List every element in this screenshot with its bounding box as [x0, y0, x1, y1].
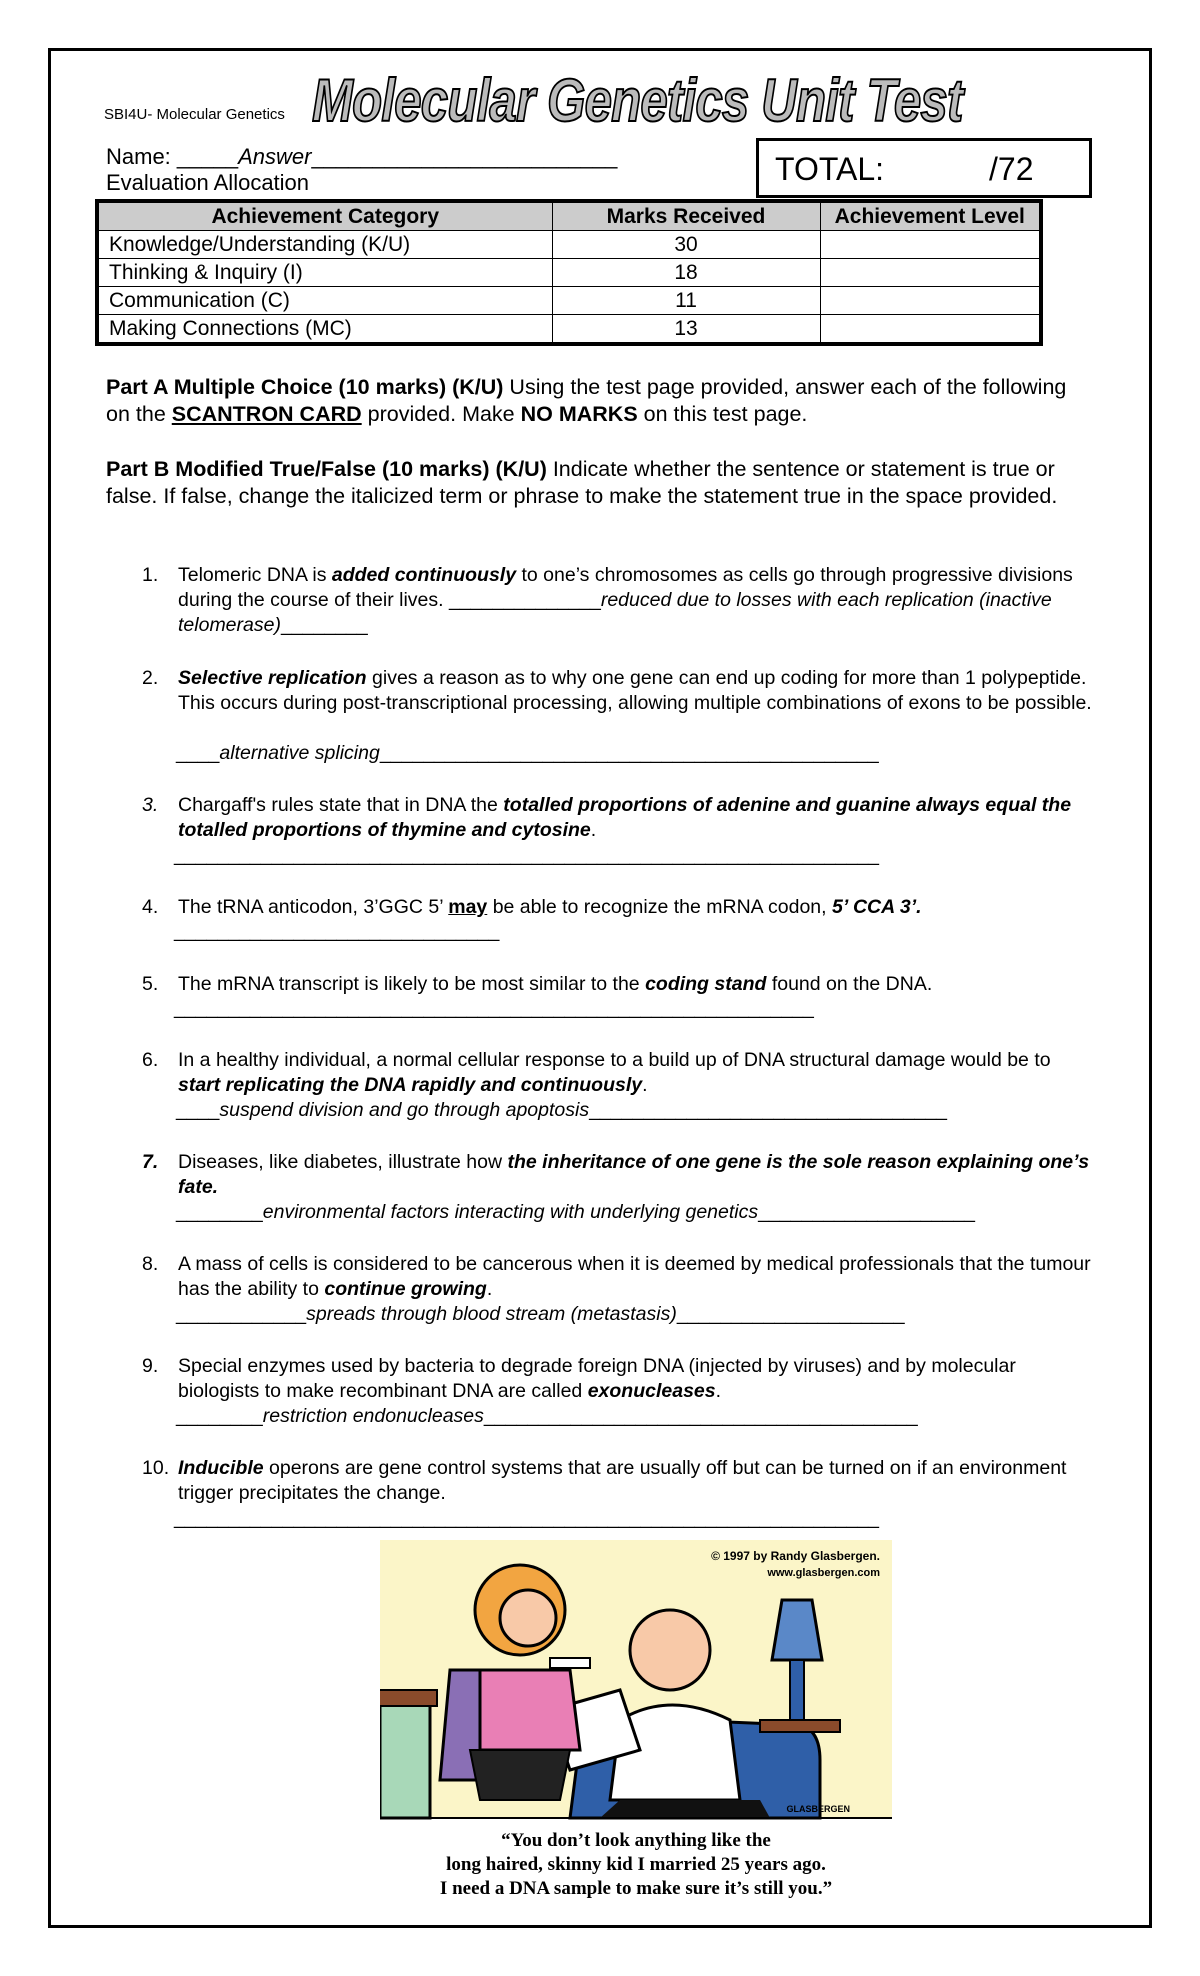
name-value: Answer	[238, 144, 312, 169]
part-a-instructions	[106, 374, 1096, 428]
marks-cell: 13	[552, 315, 820, 345]
answer-blank[interactable]: ____________	[176, 1303, 307, 1325]
name-blank-prefix: _____	[176, 144, 239, 169]
question-text: Telomeric DNA is	[178, 564, 332, 586]
name-label: Name:	[106, 144, 171, 169]
answer-blank[interactable]: ____	[176, 742, 220, 764]
evaluation-table	[95, 199, 1043, 346]
answer-blank[interactable]: ____	[176, 1099, 220, 1121]
part-a-text: provided. Make	[361, 402, 521, 426]
question-text: gives a reason as to why one gene can end up coding for more than 1 polypeptide. This occurs during post-transcriptional processing, allowing multiple combinations of exons to be possible.	[178, 667, 1092, 714]
answer-blank[interactable]: ____________________	[758, 1201, 976, 1223]
cartoon-caption-line-1: “You don’t look anything like the	[501, 1830, 771, 1851]
italic-term: totalled proportions of adenine and guanine always equal the totalled proportions of thymine and cytosine	[178, 794, 1072, 841]
italic-term: Selective replication	[178, 667, 367, 689]
marks-cell: 30	[552, 231, 820, 259]
italic-term: exonucleases	[587, 1380, 716, 1402]
italic-term: coding stand	[645, 973, 767, 995]
table-row	[97, 231, 1041, 259]
italic-term: start replicating the DNA rapidly and continuously	[178, 1074, 643, 1096]
course-code: SBI4U- Molecular Genetics	[104, 106, 285, 123]
question-text: .	[486, 1278, 493, 1300]
side-table	[760, 1720, 840, 1732]
cartoon	[380, 1540, 892, 1924]
answer-blank[interactable]: ________	[176, 1201, 263, 1223]
cartoon-url: www.glasbergen.com	[767, 1567, 880, 1579]
man-head	[630, 1610, 710, 1690]
answer-blank[interactable]: ______________________________	[174, 920, 500, 942]
total-box	[756, 138, 1092, 198]
question-number: 10.	[142, 1457, 170, 1479]
no-marks-text: NO MARKS	[520, 402, 638, 426]
answer-blank[interactable]: _________________________________________________________________	[174, 1507, 879, 1529]
answer-blank[interactable]: _____________________	[676, 1303, 905, 1325]
cartoon-illustration	[380, 1540, 892, 1924]
answer-blank[interactable]: ________________________________________	[483, 1405, 918, 1427]
question-text: found on the DNA.	[766, 973, 933, 995]
answer-blank[interactable]: _________________________________	[589, 1099, 947, 1121]
header-category: Achievement Category	[97, 201, 552, 231]
name-line	[106, 144, 617, 170]
tv-icon	[380, 1700, 430, 1818]
scantron-card-text: SCANTRON CARD	[171, 402, 362, 426]
question-text: .	[642, 1074, 648, 1096]
part-a-text: on this test page.	[637, 402, 808, 426]
answer-text: spreads through blood stream (metastasis)	[306, 1303, 677, 1325]
question-text: The mRNA transcript is likely to be most similar to the	[178, 973, 646, 995]
man-pants	[600, 1800, 770, 1818]
header-level: Achievement Level	[820, 201, 1041, 231]
marks-cell: 11	[552, 287, 820, 315]
part-b-instructions	[106, 456, 1096, 510]
question-number: 1.	[142, 564, 159, 586]
tv-top	[380, 1690, 437, 1706]
swab-icon	[550, 1658, 590, 1668]
underlined-term: may	[448, 896, 488, 918]
answer-text: reduced due to losses with each replication (inactive telomerase)	[178, 589, 1052, 636]
category-cell: Thinking & Inquiry (I)	[97, 259, 552, 287]
total-label: TOTAL:	[775, 151, 885, 187]
question-number: 9.	[142, 1355, 159, 1377]
category-cell: Knowledge/Understanding (K/U)	[97, 231, 552, 259]
cartoon-signature: GLASBERGEN	[786, 1804, 850, 1814]
part-a-heading: Part A Multiple Choice (10 marks) (K/U)	[106, 375, 504, 399]
name-blank-suffix: _________________________	[311, 144, 618, 169]
question-text: .	[590, 819, 597, 841]
question-text: .	[715, 1380, 722, 1402]
header-marks: Marks Received	[552, 201, 820, 231]
cartoon-copyright: © 1997 by Randy Glasbergen.	[711, 1549, 880, 1563]
level-cell[interactable]	[820, 315, 1041, 345]
cartoon-caption-line-2: long haired, skinny kid I married 25 years ago.	[446, 1854, 826, 1875]
question-number: 3.	[142, 794, 159, 816]
answer-text: restriction endonucleases	[262, 1405, 484, 1427]
category-cell: Communication (C)	[97, 287, 552, 315]
question-number: 8.	[142, 1253, 159, 1275]
table-row	[97, 259, 1041, 287]
part-a-text: Using the test page provided, answer each of the following on the	[106, 375, 1067, 426]
table-row	[97, 315, 1041, 345]
italic-term: added continuously	[331, 564, 517, 586]
question-text: Special enzymes used by bacteria to degrade foreign DNA (injected by viruses) and by molecular biologists to make recombinant DNA are called	[178, 1355, 1016, 1402]
answer-blank[interactable]: _________________________________________________________________	[174, 844, 879, 866]
question-text: Diseases, like diabetes, illustrate how	[178, 1151, 508, 1173]
question-text: A mass of cells is considered to be cancerous when it is deemed by medical professionals that the tumour has the ability to	[178, 1253, 1091, 1300]
part-b-heading: Part B Modified True/False (10 marks) (K/U)	[106, 457, 547, 481]
category-cell: Making Connections (MC)	[97, 315, 552, 345]
question-text: The tRNA anticodon, 3’GGC 5’	[178, 896, 449, 918]
answer-blank[interactable]: ________	[176, 1405, 263, 1427]
answer-text: suspend division and go through apoptosis	[219, 1099, 590, 1121]
total-value: /72	[989, 151, 1034, 187]
level-cell[interactable]	[820, 231, 1041, 259]
question-text: Chargaff's rules state that in DNA the	[178, 794, 504, 816]
italic-term: the inheritance of one gene is the sole reason explaining one’s fate.	[178, 1151, 1090, 1198]
question-number: 2.	[142, 667, 159, 689]
italic-term: continue growing	[324, 1278, 487, 1300]
table-header-row	[97, 201, 1041, 231]
woman-skirt	[470, 1750, 570, 1800]
lamp-icon	[772, 1600, 822, 1660]
question-number: 6.	[142, 1049, 159, 1071]
table-row	[97, 287, 1041, 315]
level-cell[interactable]	[820, 287, 1041, 315]
question-text: to one’s chromosomes as cells go through progressive divisions during the course of their lives.	[178, 564, 1073, 611]
marks-cell: 18	[552, 259, 820, 287]
question-number: 4.	[142, 896, 159, 918]
evaluation-allocation-label: Evaluation Allocation	[106, 170, 310, 195]
answer-text: alternative splicing	[219, 742, 380, 764]
answer-blank[interactable]: ________	[280, 614, 368, 636]
answer-text: environmental factors interacting with underlying genetics	[262, 1201, 759, 1223]
woman-head	[500, 1590, 556, 1646]
question-text: be able to recognize the mRNA codon,	[487, 896, 832, 918]
part-b-text: Indicate whether the sentence or statement is true or false. If false, change the italicized term or phrase to make the statement true in the space provided.	[106, 457, 1058, 508]
cartoon-caption-line-3: I need a DNA sample to make sure it’s still you.”	[439, 1878, 833, 1899]
question-number: 7.	[142, 1151, 159, 1173]
italic-term: Inducible	[178, 1457, 264, 1479]
lamp-base	[790, 1660, 804, 1720]
question-text: operons are gene control systems that are usually off but can be turned on if an environment trigger precipitates the change.	[178, 1457, 1067, 1504]
page-title: Molecular Genetics Unit Test	[312, 67, 963, 134]
answer-blank[interactable]: ______________	[448, 589, 601, 611]
answer-blank[interactable]: ___________________________________________________________	[174, 997, 814, 1019]
level-cell[interactable]	[820, 259, 1041, 287]
question-number: 5.	[142, 973, 159, 995]
answer-blank[interactable]: ______________________________________________	[379, 742, 879, 764]
italic-term: 5’ CCA 3’.	[832, 896, 922, 918]
question-text: In a healthy individual, a normal cellular response to a build up of DNA structural damage would be to	[178, 1049, 1051, 1071]
